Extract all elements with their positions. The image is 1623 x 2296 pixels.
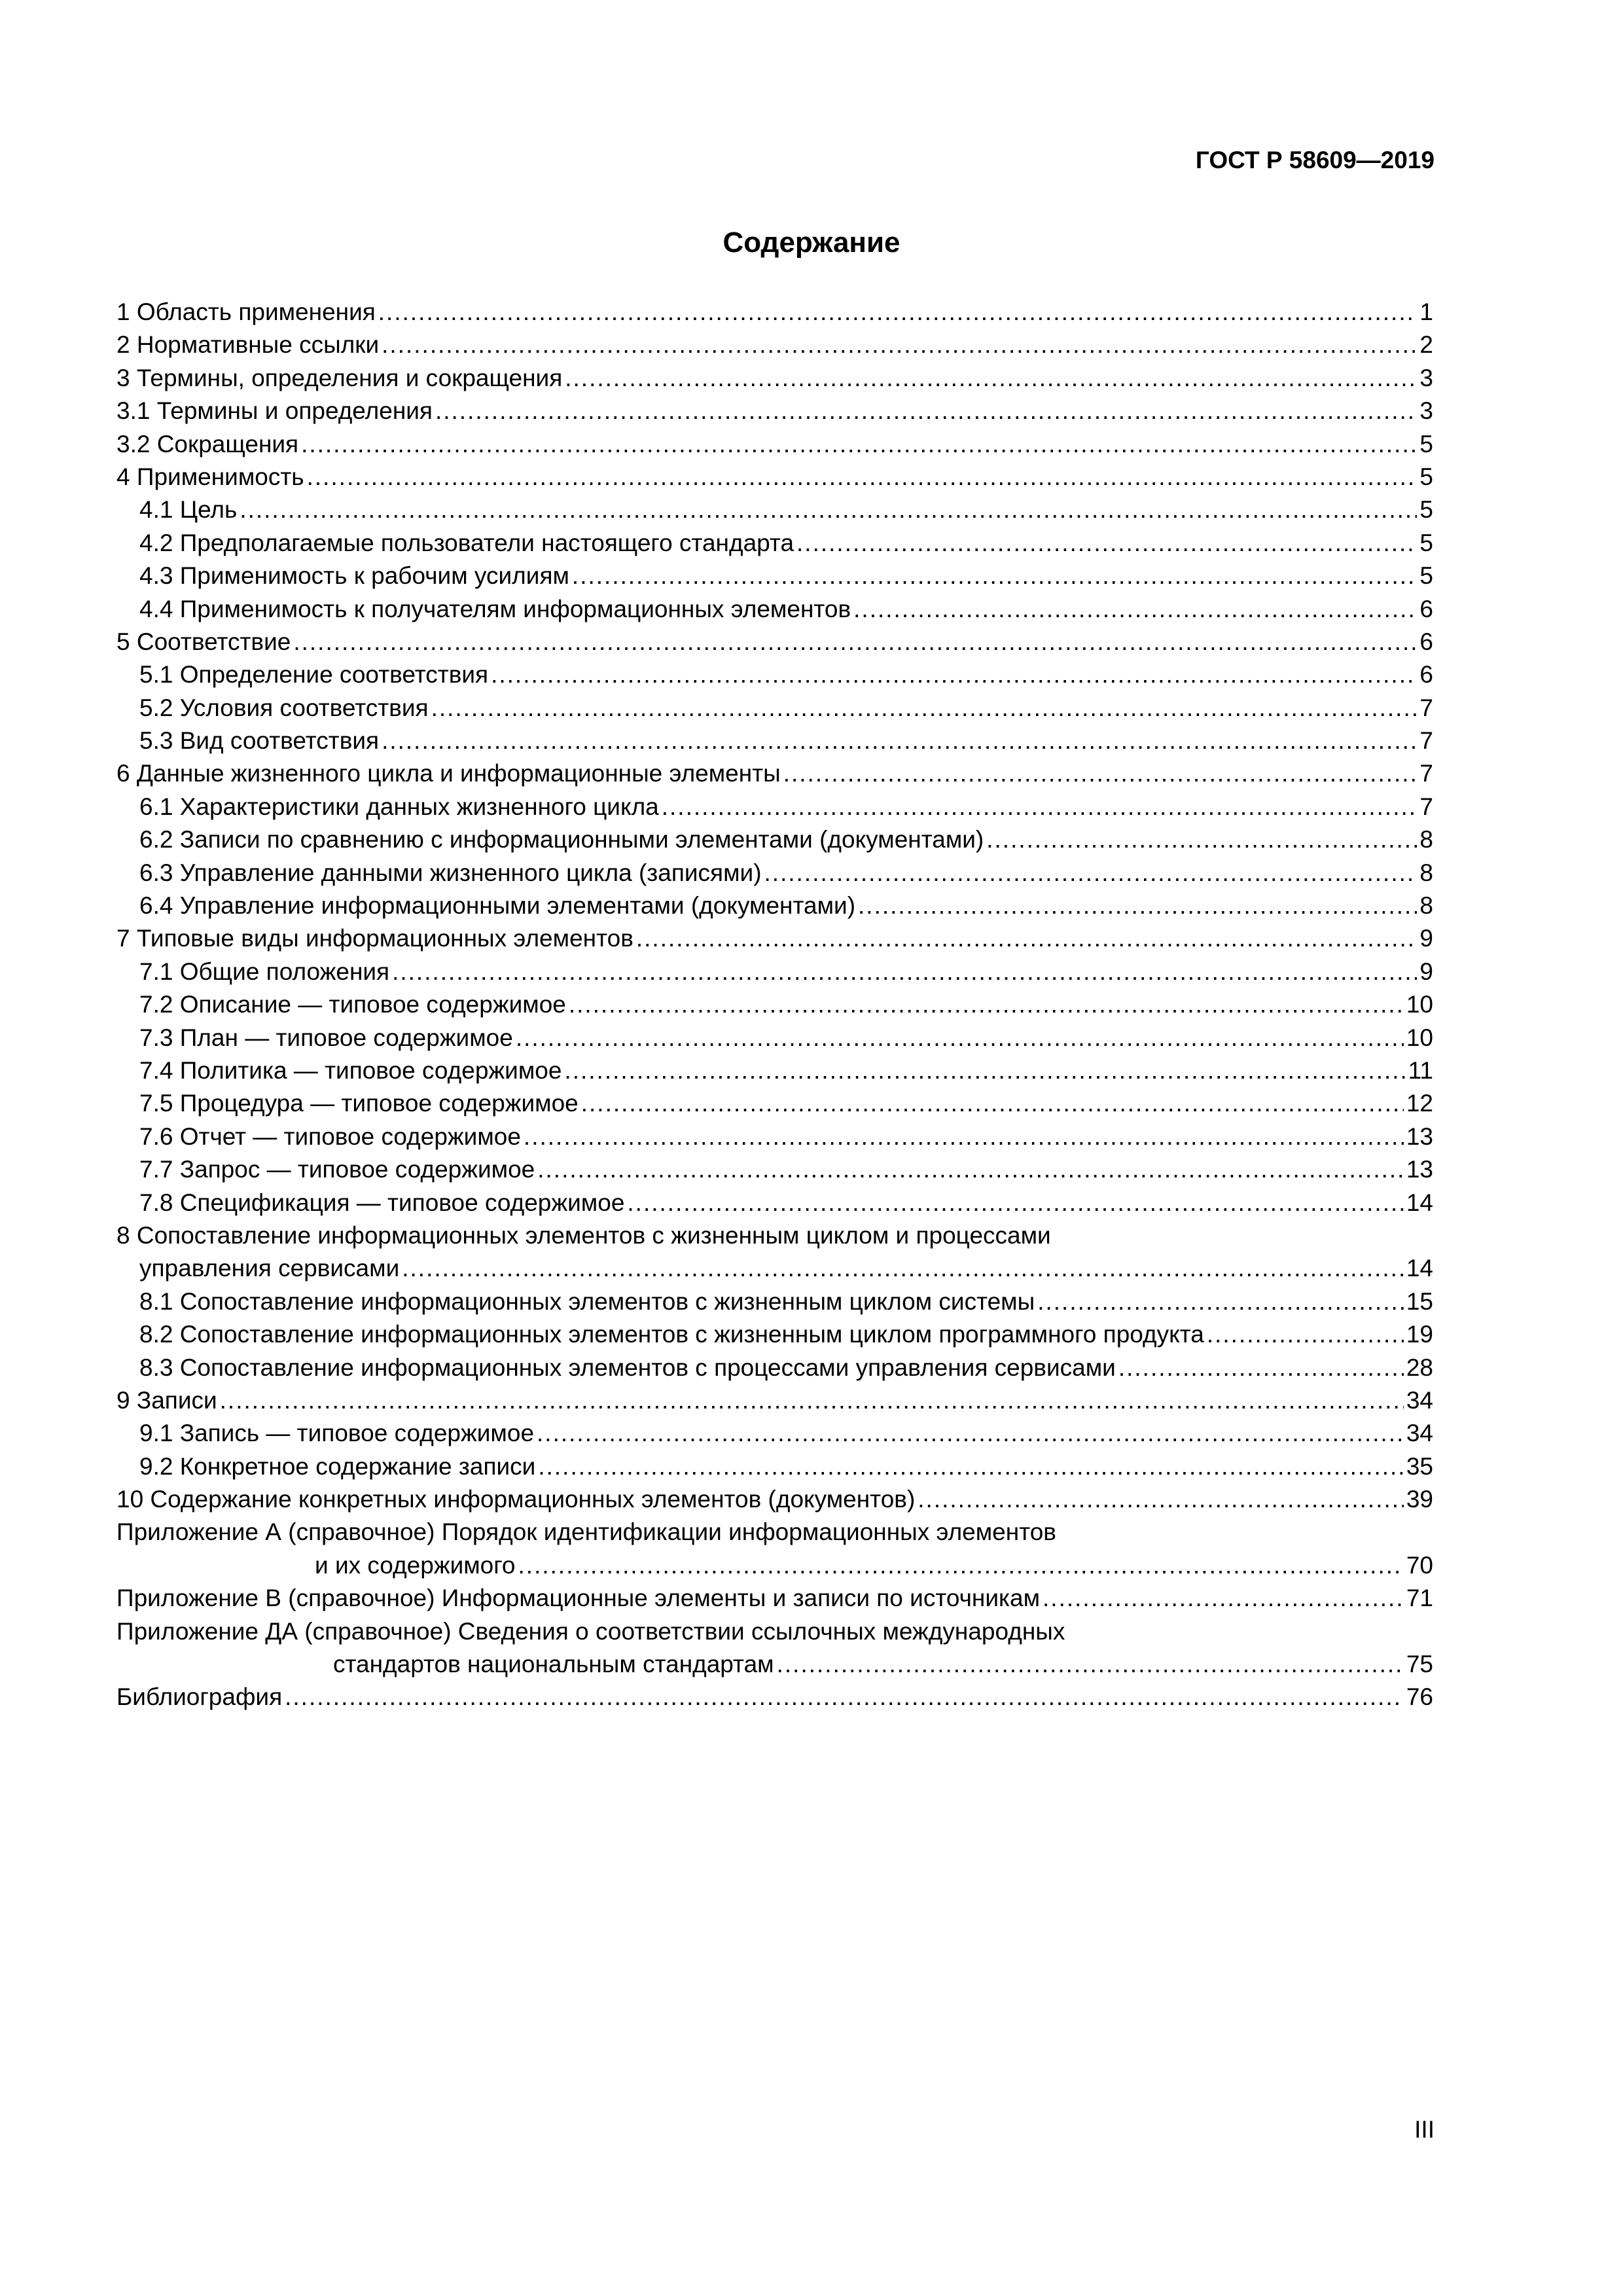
dot-leader — [986, 823, 1417, 856]
toc-entry-page: 6 — [1419, 661, 1433, 689]
dot-leader — [285, 1681, 1404, 1713]
toc-entry[interactable] — [116, 725, 1433, 757]
toc-entry[interactable] — [116, 1054, 1433, 1087]
dot-leader — [392, 956, 1417, 988]
dot-leader — [777, 1648, 1404, 1681]
toc-entry-page: 2 — [1419, 331, 1433, 359]
toc-entry-title: 3.2 Сокращения — [116, 430, 299, 457]
toc-entry-page: 12 — [1406, 1090, 1433, 1117]
toc-entry-page: 5 — [1419, 562, 1433, 590]
toc-entry-page: 8 — [1419, 826, 1433, 853]
toc-entry[interactable] — [116, 922, 1433, 955]
document-id: ГОСТ Р 58609—2019 — [1195, 147, 1435, 173]
toc-entry-page: 5 — [1419, 463, 1433, 490]
page-title: Содержание — [722, 226, 901, 259]
toc-entry-page: 3 — [1419, 364, 1433, 391]
toc-entry-title: 4.3 Применимость к рабочим усилиям — [139, 562, 569, 590]
dot-leader — [1118, 1352, 1404, 1384]
toc-entry-page: 19 — [1406, 1321, 1433, 1348]
dot-leader — [565, 362, 1417, 395]
dot-leader — [301, 428, 1417, 461]
toc-entry[interactable] — [116, 1681, 1433, 1713]
toc-entry-page: 28 — [1406, 1354, 1433, 1381]
toc-entry-title: 7.1 Общие положения — [139, 958, 390, 985]
toc-entry-title: 6.2 Записи по сравнению с информационными элементами (документами) — [139, 826, 984, 853]
dot-leader — [796, 527, 1417, 560]
dot-leader — [537, 1417, 1404, 1450]
toc-entry-title: 4.1 Цель — [139, 496, 238, 524]
dot-leader — [636, 922, 1418, 955]
dot-leader — [564, 1054, 1405, 1087]
toc-entry[interactable] — [116, 362, 1433, 395]
toc-entry-title: 4.4 Применимость к получателям информационных элементов — [139, 595, 851, 622]
toc-entry-title: 6.4 Управление информационными элементами (документами) — [139, 892, 856, 920]
toc-entry-title: 8.3 Сопоставление информационных элементов с процессами управления сервисами — [139, 1354, 1116, 1381]
dot-leader — [569, 988, 1404, 1021]
toc-entry-page: 76 — [1406, 1683, 1433, 1711]
toc-entry-title: 7.2 Описание — типовое содержимое — [139, 991, 566, 1018]
toc-entry-page: 10 — [1406, 991, 1433, 1018]
toc-entry[interactable] — [116, 1483, 1433, 1516]
toc-entry[interactable] — [116, 956, 1433, 988]
dot-leader — [627, 1187, 1403, 1219]
toc-entry-page: 5 — [1419, 529, 1433, 556]
dot-leader — [382, 725, 1417, 757]
table-of-contents — [116, 296, 1433, 1714]
toc-entry-page: 39 — [1406, 1486, 1433, 1513]
toc-entry-page: 9 — [1419, 925, 1433, 952]
toc-entry-title: 6 Данные жизненного цикла и информационные элементы — [116, 760, 781, 787]
toc-entry-title: 4.2 Предполагаемые пользователи настоящего стандарта — [139, 529, 794, 556]
toc-entry[interactable] — [116, 1549, 1433, 1582]
toc-entry-page: 6 — [1419, 595, 1433, 622]
toc-entry[interactable] — [116, 1450, 1433, 1483]
toc-entry[interactable] — [116, 1121, 1433, 1153]
toc-entry-title: 7.7 Запрос — типовое содержимое — [139, 1156, 535, 1183]
toc-entry-page: 75 — [1406, 1651, 1433, 1678]
dot-leader — [581, 1087, 1404, 1120]
toc-entry[interactable] — [116, 428, 1433, 461]
toc-entry-page: 14 — [1406, 1255, 1433, 1282]
toc-entry-page: 70 — [1406, 1551, 1433, 1579]
dot-leader — [431, 692, 1418, 725]
dot-leader — [572, 560, 1418, 592]
toc-entry-page: 34 — [1406, 1420, 1433, 1447]
page-number: III — [1414, 2116, 1435, 2143]
toc-entry-title: 5 Соответствие — [116, 628, 291, 655]
dot-leader — [538, 1450, 1404, 1483]
toc-entry-title: 6.1 Характеристики данных жизненного цикла — [139, 793, 659, 820]
toc-entry-title: 3 Термины, определения и сокращения — [116, 364, 563, 391]
toc-entry[interactable] — [116, 988, 1433, 1021]
dot-leader — [491, 658, 1417, 691]
toc-entry-title: 7.8 Спецификация — типовое содержимое — [139, 1189, 625, 1216]
toc-entry[interactable] — [116, 1582, 1433, 1615]
dot-leader — [783, 757, 1418, 790]
toc-entry-page: 7 — [1419, 760, 1433, 787]
toc-entry-page: 14 — [1406, 1189, 1433, 1216]
toc-entry-page: 8 — [1419, 892, 1433, 920]
toc-entry-page: 7 — [1419, 793, 1433, 820]
toc-entry-page: 11 — [1408, 1056, 1433, 1084]
toc-entry[interactable] — [116, 757, 1433, 790]
toc-entry[interactable] — [116, 1153, 1433, 1186]
toc-entry-page: 15 — [1406, 1287, 1433, 1315]
toc-entry[interactable] — [116, 1352, 1433, 1384]
toc-entry-page: 13 — [1406, 1156, 1433, 1183]
toc-entry[interactable] — [116, 658, 1433, 691]
dot-leader — [378, 296, 1418, 329]
toc-entry-title: Приложение В (справочное) Информационные элементы и записи по источникам — [116, 1585, 1041, 1612]
toc-entry-title: 8.2 Сопоставление информационных элементов с жизненным циклом программного продукта — [139, 1321, 1204, 1348]
toc-entry-title: 5.3 Вид соответствия — [139, 727, 380, 755]
toc-entry-page: 13 — [1406, 1122, 1433, 1150]
toc-entry[interactable] — [116, 823, 1433, 856]
dot-leader — [537, 1153, 1404, 1186]
dot-leader — [764, 857, 1418, 889]
dot-leader — [524, 1121, 1404, 1153]
toc-entry[interactable] — [116, 626, 1433, 658]
dot-leader — [918, 1483, 1404, 1516]
toc-entry-title: 5.2 Условия соответствия — [139, 694, 429, 721]
toc-entry-page: 10 — [1406, 1024, 1433, 1051]
toc-entry-title: 7.4 Политика — типовое содержимое — [139, 1056, 562, 1084]
toc-entry-title: 10 Содержание конкретных информационных элементов (документов) — [116, 1486, 916, 1513]
toc-entry[interactable] — [116, 1417, 1433, 1450]
dot-leader — [240, 493, 1417, 526]
toc-entry[interactable] — [116, 1318, 1433, 1351]
toc-entry[interactable] — [116, 1087, 1433, 1120]
dot-leader — [1207, 1318, 1404, 1351]
toc-entry-title: 9 Записи — [116, 1386, 217, 1414]
dot-leader — [402, 1252, 1404, 1285]
dot-leader — [307, 461, 1418, 493]
toc-entry[interactable] — [116, 889, 1433, 922]
dot-leader — [435, 395, 1417, 427]
toc-entry-title-line: Приложение А (справочное) Порядок идентификации информационных элементов — [116, 1518, 1056, 1546]
toc-entry-page: 1 — [1419, 298, 1433, 325]
toc-entry-page: 9 — [1419, 958, 1433, 985]
toc-entry-title: 8.1 Сопоставление информационных элементов с жизненным циклом системы — [139, 1287, 1035, 1315]
toc-entry[interactable] — [116, 791, 1433, 823]
toc-entry-page: 5 — [1419, 430, 1433, 457]
toc-entry[interactable] — [116, 296, 1433, 329]
toc-entry-title: 7.3 План — типовое содержимое — [139, 1024, 513, 1051]
toc-entry-title: 5.1 Определение соответствия — [139, 661, 489, 689]
toc-entry-title: 6.3 Управление данными жизненного цикла (записями) — [139, 859, 762, 886]
toc-entry-title: 1 Область применения — [116, 298, 376, 325]
toc-entry[interactable] — [116, 395, 1433, 427]
toc-entry[interactable] — [116, 461, 1433, 493]
dot-leader — [858, 889, 1417, 922]
toc-entry[interactable] — [116, 560, 1433, 592]
dot-leader — [516, 1022, 1404, 1054]
toc-entry-title-line: 8 Сопоставление информационных элементов с жизненным циклом и процессами — [116, 1221, 1051, 1249]
toc-entry[interactable] — [116, 1252, 1433, 1285]
toc-entry[interactable] — [116, 593, 1433, 626]
dot-leader — [1037, 1285, 1404, 1318]
toc-entry-page: 35 — [1406, 1452, 1433, 1480]
dot-leader — [293, 626, 1417, 658]
toc-entry[interactable] — [116, 1187, 1433, 1219]
dot-leader — [662, 791, 1418, 823]
dot-leader — [220, 1384, 1404, 1417]
toc-entry[interactable] — [116, 1384, 1433, 1417]
toc-entry-title: 7.5 Процедура — типовое содержимое — [139, 1090, 579, 1117]
toc-entry-title: 9.2 Конкретное содержание записи — [139, 1452, 536, 1480]
toc-entry[interactable] — [116, 329, 1433, 361]
toc-entry-page: 5 — [1419, 496, 1433, 524]
toc-entry-page: 71 — [1406, 1585, 1433, 1612]
dot-leader — [1043, 1582, 1404, 1615]
toc-entry-title: управления сервисами — [139, 1255, 400, 1282]
toc-entry[interactable] — [116, 1022, 1433, 1054]
toc-entry[interactable] — [116, 1285, 1433, 1318]
toc-entry-title: 7 Типовые виды информационных элементов — [116, 925, 633, 952]
toc-entry-page: 7 — [1419, 727, 1433, 755]
toc-entry[interactable] — [116, 692, 1433, 725]
toc-entry[interactable] — [116, 857, 1433, 889]
toc-entry-title: 2 Нормативные ссылки — [116, 331, 380, 359]
toc-entry-title: и их содержимого — [315, 1551, 516, 1579]
toc-entry-title: Библиография — [116, 1683, 283, 1711]
toc-entry[interactable] — [116, 527, 1433, 560]
toc-entry[interactable] — [116, 493, 1433, 526]
toc-entry-page: 7 — [1419, 694, 1433, 721]
toc-entry-page: 34 — [1406, 1386, 1433, 1414]
toc-entry-page: 6 — [1419, 628, 1433, 655]
toc-entry-title: стандартов национальным стандартам — [333, 1651, 774, 1678]
toc-entry-page: 3 — [1419, 397, 1433, 425]
toc-entry[interactable] — [116, 1648, 1433, 1681]
toc-entry-page: 8 — [1419, 859, 1433, 886]
dot-leader — [853, 593, 1417, 626]
toc-entry-title: 3.1 Термины и определения — [116, 397, 433, 425]
toc-entry-title: 7.6 Отчет — типовое содержимое — [139, 1122, 521, 1150]
toc-entry-title: 4 Применимость — [116, 463, 304, 490]
dot-leader — [518, 1549, 1404, 1582]
toc-entry-title-line: Приложение ДА (справочное) Сведения о соответствии ссылочных международных — [116, 1617, 1065, 1645]
dot-leader — [382, 329, 1417, 361]
toc-entry-title: 9.1 Запись — типовое содержимое — [139, 1420, 535, 1447]
